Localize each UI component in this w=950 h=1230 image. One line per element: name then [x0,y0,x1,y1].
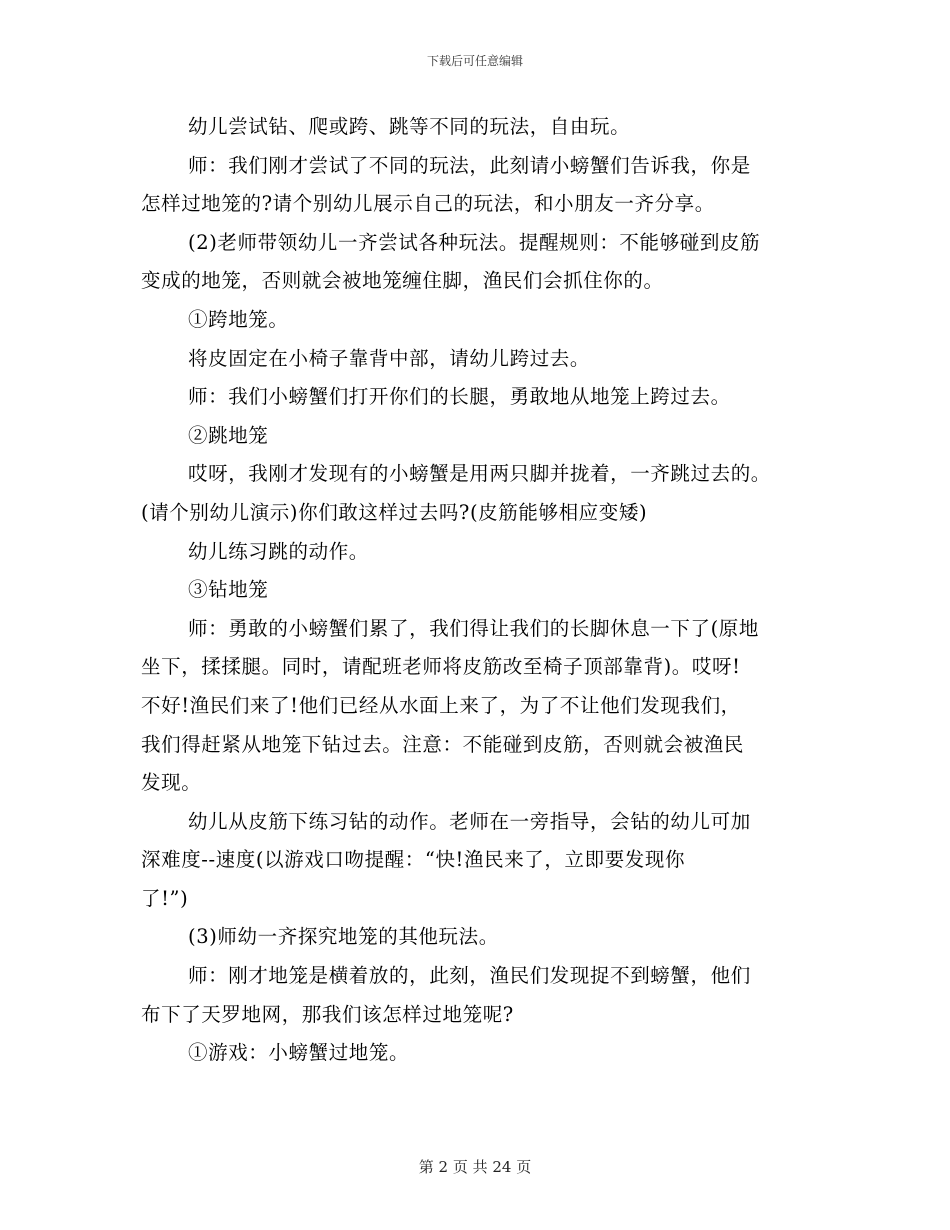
body-line: ①跨地笼。 [188,307,289,331]
body-line: 将皮固定在小椅子靠背中部，请幼儿跨过去。 [188,346,591,370]
body-line: 师：我们小螃蟹们打开你们的长腿，勇敢地从地笼上跨过去。 [188,385,731,409]
body-line: 发现。 [141,771,202,795]
page-header: 下载后可任意编辑 [426,54,523,68]
body-line: 深难度--速度(以游戏口吻提醒：“快!渔民来了，立即要发现你 [141,848,686,872]
body-line: 幼儿练习跳的动作。 [188,539,369,563]
body-line: 师：刚才地笼是横着放的，此刻，渔民们发现捉不到螃蟹，他们 [188,964,751,988]
body-line: 不好!渔民们来了!他们已经从水面上来了，为了不让他们发现我们， [141,693,741,717]
body-line: 我们得赶紧从地笼下钻过去。注意：不能碰到皮筋，否则就会被渔民 [141,732,745,756]
body-line: ③钻地笼 [188,578,269,602]
body-line: (3)师幼一齐探究地笼的其他玩法。 [188,925,499,949]
body-line: (2)老师带领幼儿一齐尝试各种玩法。提醒规则：不能够碰到皮筋 [188,230,761,254]
document-body [141,108,809,1073]
page-footer: 第 2 页 共 24 页 [418,1158,532,1176]
body-line: 幼儿从皮筋下练习钻的动作。老师在一旁指导，会钻的幼儿可加 [188,809,751,833]
body-line: 哎呀，我刚才发现有的小螃蟹是用两只脚并拢着，一齐跳过去的。 [188,462,771,486]
body-line: 坐下，揉揉腿。同时，请配班老师将皮筋改至椅子顶部靠背)。哎呀! [141,655,741,679]
body-line: 布下了天罗地网，那我们该怎样过地笼呢? [141,1002,514,1026]
body-line: ①游戏：小螃蟹过地笼。 [188,1041,410,1065]
body-line: 师：我们刚才尝试了不同的玩法，此刻请小螃蟹们告诉我，你是 [188,153,751,177]
body-line: ②跳地笼 [188,423,269,447]
body-line: 幼儿尝试钻、爬或跨、跳等不同的玩法，自由玩。 [188,115,631,138]
body-line: 了!”) [141,886,189,910]
body-line: 变成的地笼，否则就会被地笼缠住脚，渔民们会抓住你的。 [141,269,664,293]
body-line: 师：勇敢的小螃蟹们累了，我们得让我们的长脚休息一下了(原地 [188,616,760,640]
body-line: (请个别幼儿演示)你们敢这样过去吗?(皮筋能够相应变矮) [141,500,648,524]
body-line: 怎样过地笼的?请个别幼儿展示自己的玩法，和小朋友一齐分享。 [141,192,715,216]
